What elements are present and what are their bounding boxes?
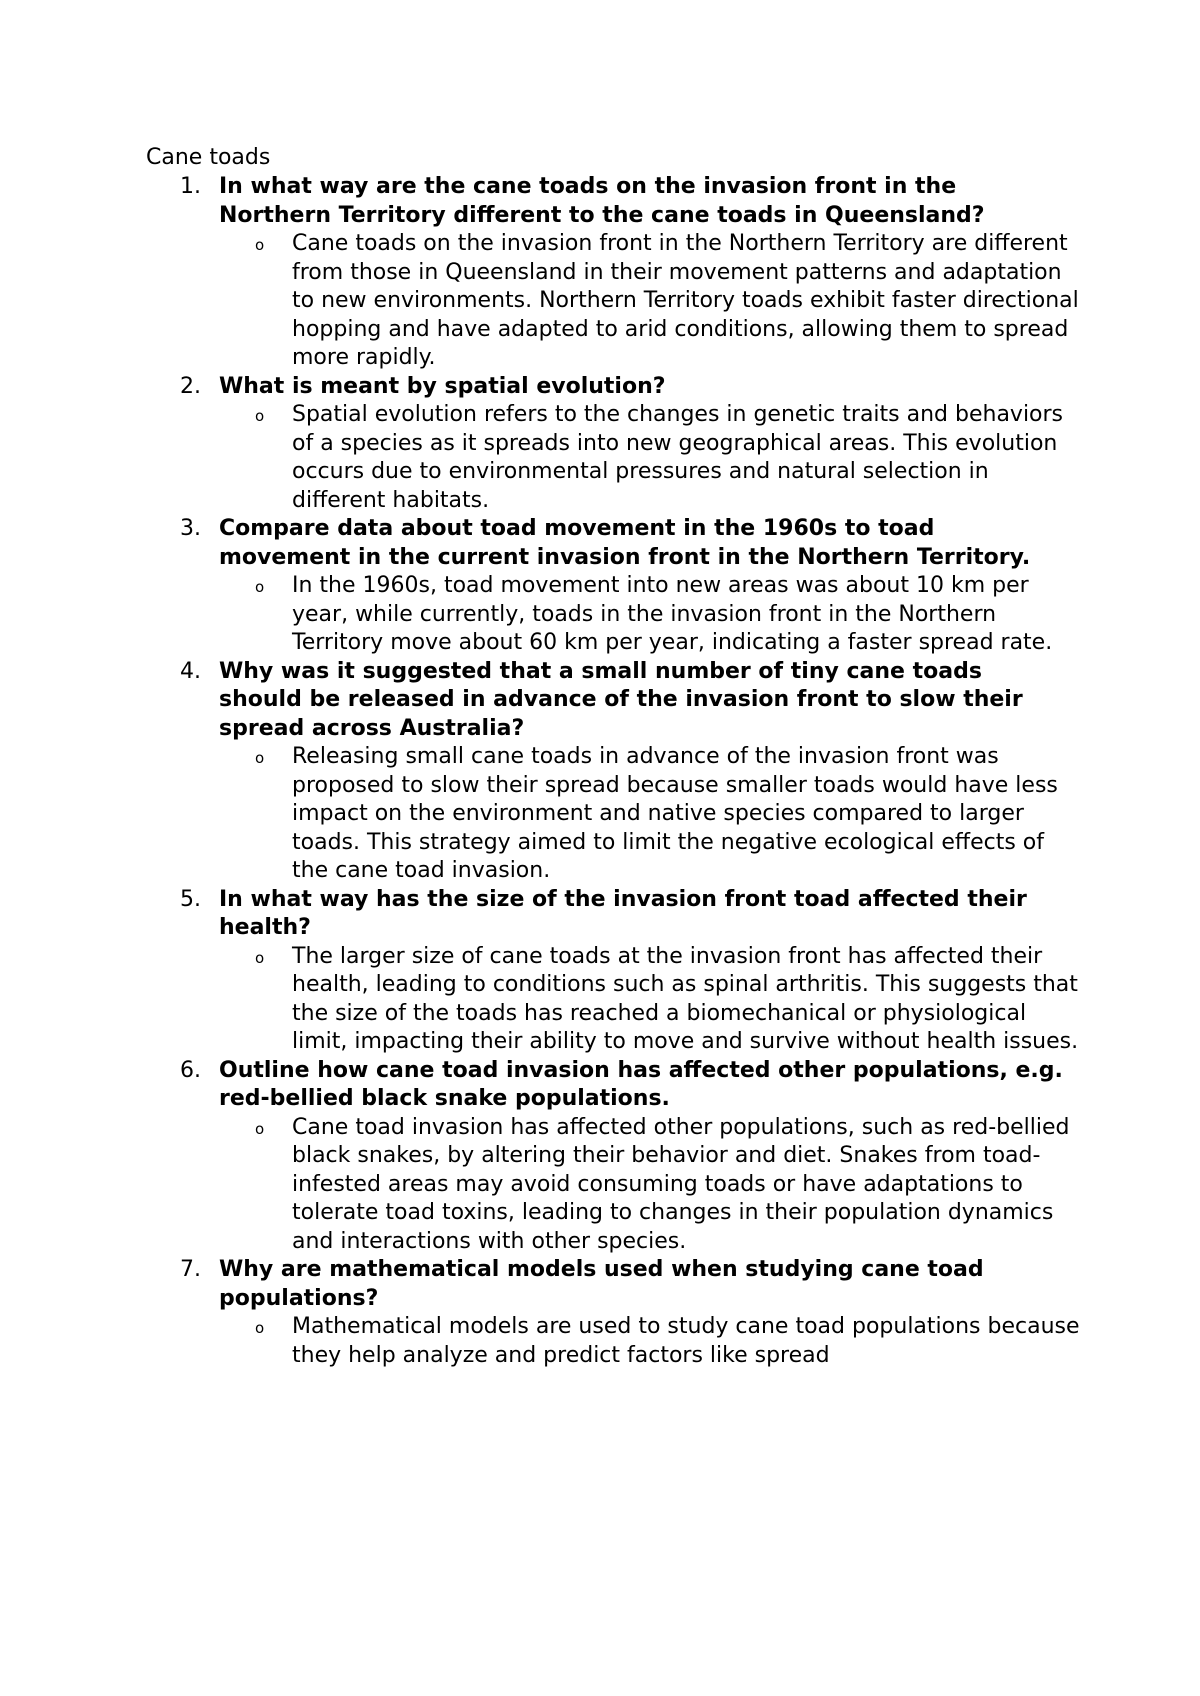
answer-text: Mathematical models are used to study cane toad populations because they help analyze and predict factors like spread (292, 1314, 1080, 1368)
question-item-3 (0, 515, 1200, 658)
answer-item (0, 1114, 1200, 1257)
question-item-4 (0, 658, 1200, 886)
answer-text: Spatial evolution refers to the changes in genetic traits and behaviors of a species as it spreads into new geographical areas. This evolution occurs due to environmental pressures and natural selection in different habitats. (292, 402, 1064, 513)
question-number: 7. (180, 1257, 201, 1282)
answer-item (0, 1313, 1200, 1370)
answer-item (0, 401, 1200, 515)
question-number: 2. (180, 373, 201, 399)
question-text: In what way are the cane toads on the invasion front in the Northern Territory different to the cane toads in Queensland? (219, 174, 985, 228)
question-text: Compare data about toad movement in the 1960s to toad movement in the current invasion front in the Northern Territory. (219, 516, 1031, 570)
answer-text: Cane toads on the invasion front in the Northern Territory are different from those in Queensland in their movement patterns and adaptation to new environments. Northern Territory toads exhibit faster directional hopping and have adapted to arid conditions, allowing them to spread more rapidly. (292, 231, 1079, 370)
bullet-icon: o (255, 749, 265, 767)
answer-item (0, 743, 1200, 886)
question-item-5 (0, 886, 1200, 1057)
answer-item (0, 943, 1200, 1057)
answer-text: In the 1960s, toad movement into new areas was about 10 km per year, while currently, toads in the invasion front in the Northern Territory move about 60 km per year, indicating a faster spread rate. (292, 573, 1053, 655)
question-number: 1. (180, 174, 201, 199)
question-number: 5. (180, 886, 201, 912)
answer-text: Cane toad invasion has affected other populations, such as red-bellied black snakes, by altering their behavior and diet. Snakes from toad-infested areas may avoid consuming toads or have adaptations to tolerate toad toxins, leading to changes in their population dynamics and interactions with other species. (292, 1114, 1070, 1254)
question-text: Why are mathematical models used when studying cane toad populations? (219, 1257, 984, 1311)
question-text: Why was it suggested that a small number of tiny cane toads should be released in advance of the invasion front to slow their spread across Australia? (219, 658, 1023, 741)
question-text: In what way has the size of the invasion front toad affected their health? (219, 886, 1027, 940)
bullet-icon: o (255, 948, 265, 967)
bullet-icon: o (255, 236, 265, 254)
bullet-icon: o (255, 407, 265, 425)
question-text: Outline how cane toad invasion has affected other populations, e.g. red-bellied black snake populations. (219, 1057, 1063, 1111)
question-number: 4. (180, 658, 201, 684)
question-item-6 (0, 1057, 1200, 1257)
question-number: 6. (180, 1057, 201, 1083)
question-item-2 (0, 373, 1200, 516)
answer-text: Releasing small cane toads in advance of the invasion front was proposed to slow their spread because smaller toads would have less impact on the environment and native species compared to larger toads. This strategy aimed to limit the negative ecological effects of the cane toad invasion. (292, 744, 1058, 883)
answer-text: The larger size of cane toads at the invasion front has affected their health, leading to conditions such as spinal arthritis. This suggests that the size of the toads has reached a biomechanical or physiological limit, impacting their ability to move and survive without health issues. (292, 943, 1079, 1054)
document-title: Cane toads (146, 145, 271, 170)
answer-item (0, 572, 1200, 658)
question-item-7 (0, 1256, 1200, 1370)
question-list (0, 173, 1200, 1370)
answer-item (0, 230, 1200, 373)
bullet-icon: o (255, 1319, 265, 1337)
question-number: 3. (180, 516, 201, 541)
question-text: What is meant by spatial evolution? (219, 373, 666, 399)
bullet-icon: o (255, 1119, 265, 1138)
bullet-icon: o (255, 578, 265, 596)
question-item-1 (0, 173, 1200, 373)
